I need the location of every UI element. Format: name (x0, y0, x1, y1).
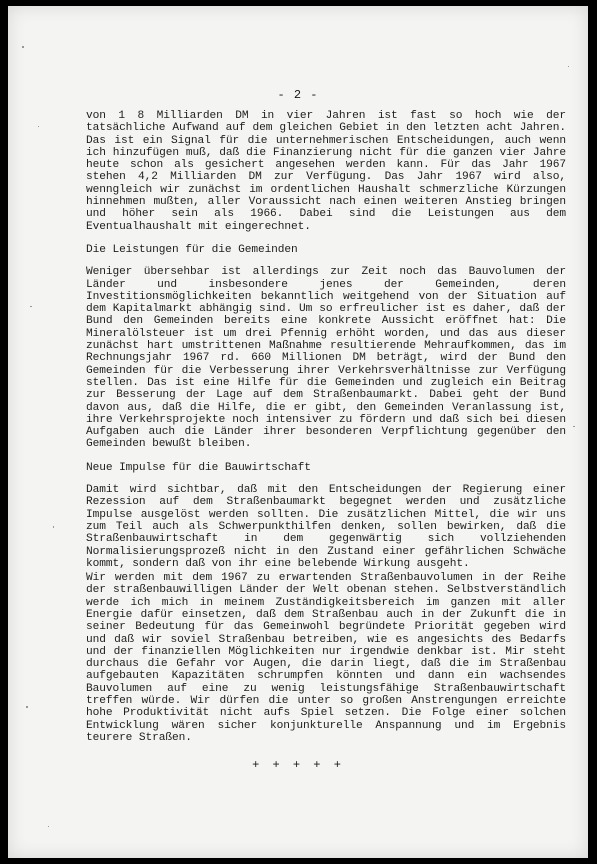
scan-noise (53, 526, 54, 528)
scan-noise (22, 46, 24, 48)
scan-noise (573, 426, 575, 427)
end-mark: + + + + + (252, 758, 344, 772)
scan-noise (48, 826, 49, 827)
paragraph-intro: von 1 8 Milliarden DM in vier Jahren ist fast so hoch wie der tatsächliche Aufwand auf dem gleichen Gebiet in den letzten acht Jahren. Das ist ein Signal für die unternehmerischen Entscheidungen, auch wenn ich hinzufügen muß, daß die Finanzierung nicht für die ganzen vier Jahre heute schon als gesichert angesehen werden kann. Für das Jahr 1967 stehen 4,2 Milliarden DM zur Verfügung. Das Jahr 1967 wird also, wenngleich wir zunächst im ordentlichen Haushalt schmerzliche Kürzungen hinnehmen mußten, aller Voraussicht nach einen weiteren Anstieg bringen und höher sein als 1966. Dabei sind die Leistungen aus dem Eventualhaushalt mit eingerechnet. (86, 110, 566, 233)
scan-noise (26, 706, 28, 708)
document-page (8, 6, 588, 858)
scan-noise (568, 66, 569, 67)
section-heading-bauwirtschaft: Neue Impulse für die Bauwirtschaft (86, 461, 311, 474)
paragraph-gemeinden: Weniger übersehbar ist allerdings zur Zeit noch das Bauvolumen der Länder und insbesondere jenes der Gemeinden, deren Investitionsmöglichkeiten bekanntlich weitgehend von der Situation auf dem Kapitalmarkt abhängig sind. Um so erfreulicher ist es daher, daß der Bund den Gemeinden bereits eine konkrete Aussicht eröffnet hat: Die Mineralölsteuer ist um drei Pfennig erhöht worden, und das aus dieser zunächst hart umstrittenen Maßnahme resultierende Mehraufkommen, das im Rechnungsjahr 1967 rd. 660 Millionen DM beträgt, wird der Bund den Gemeinden für die Verbesserung ihrer Verkehrsverhältnisse zur Verfügung stellen. Das ist eine Hilfe für die Gemeinden und zugleich ein Beitrag zur Besserung der Lage auf dem Straßenbaumarkt. Dabei geht der Bund davon aus, daß die Hilfe, die er gibt, den Gemeinden Veranlassung ist, ihre Verkehrsprojekte noch intensiver zu fördern und daß sich bei diesen Aufgaben auch die Länder ihrer besonderen Verpflichtung gegenüber den Gemeinden bewußt bleiben. (86, 266, 566, 451)
paragraph-impulse: Damit wird sichtbar, daß mit den Entscheidungen der Regierung einer Rezession auf dem Straßenbaumarkt begegnet werden und zusätzliche Impulse ausgelöst werden sollten. Die zusätzlichen Mittel, die wir uns zum Teil auch als Schwerpunkthilfen denken, sollen bewirken, daß die Straßenbauwirtschaft in dem gegenwärtig sich vollziehenden Normalisierungsprozeß nicht in den Zustand einer gefährlichen Schwäche kommt, sondern daß von ihr eine belebende Wirkung ausgeht. (86, 484, 566, 570)
document-body (86, 110, 566, 755)
section-heading-gemeinden: Die Leistungen für die Gemeinden (86, 243, 298, 256)
scan-noise (38, 126, 39, 127)
paragraph-strassenbauvolumen: Wir werden mit dem 1967 zu erwartenden Straßenbauvolumen in der Reihe der straßenbauwilligen Länder der Welt obenan stehen. Selbstverständlich werde ich mich in meinem Zuständigkeitsbereich im ganzen mit aller Energie dafür einsetzen, daß dem Straßenbau auch in der Zukunft die in seiner Bedeutung für das Gemeinwohl begründete Priorität gegeben wird und daß wir soviel Straßenbau betreiben, wie es angesichts des Bedarfs und der finanziellen Möglichkeiten nur irgendwie denkbar ist. Mir steht durchaus die Gefahr vor Augen, die darin liegt, daß die im Straßenbau aufgebauten Kapazitäten schrumpfen könnten und dann ein wachsendes Bauvolumen auf eine zu wenig leistungsfähige Straßenbauwirtschaft treffen würde. Wir dürfen die unter so großen Anstrengungen erreichte hohe Produktivität nicht aufs Spiel setzen. Die Folge einer solchen Entwicklung wären sicher konjunkturelle Anspannung und im Ergebnis teurere Straßen. (86, 572, 566, 744)
scan-noise (30, 306, 32, 307)
page-number: - 2 - (277, 88, 319, 102)
